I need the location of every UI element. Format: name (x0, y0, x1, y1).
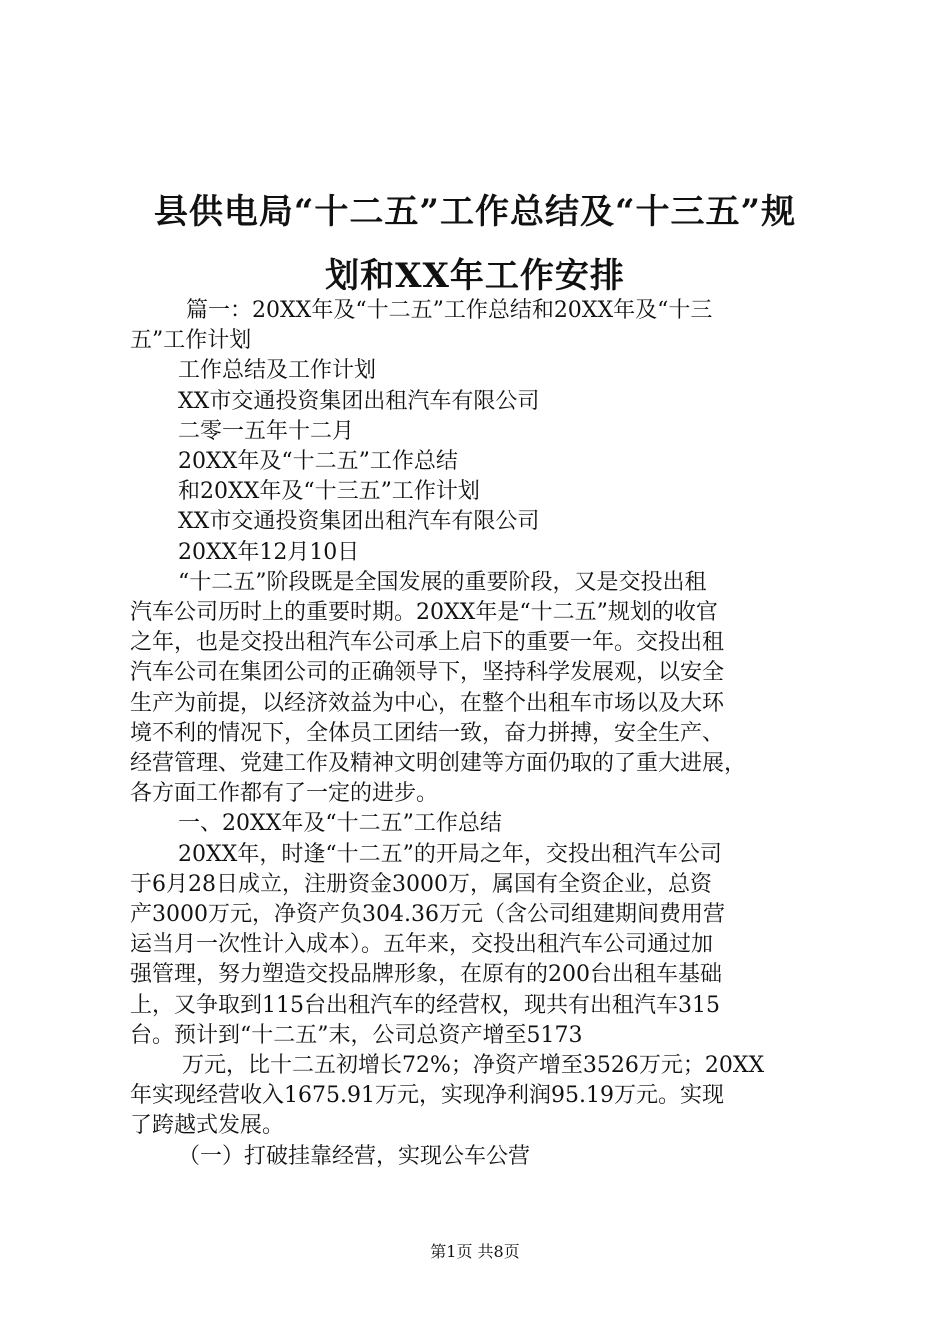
paragraph-line: 上，又争取到115台出租汽车的经营权，现共有出租汽车315 (130, 992, 720, 1018)
text-line: 五”工作计划 (130, 328, 252, 354)
paragraph-line: 强管理，努力塑造交投品牌形象，在原有的200台出租车基础 (130, 962, 722, 988)
text-line: XX市交通投资集团出租汽车有限公司 (178, 388, 540, 414)
subsection-heading: （一）打破挂靠经营，实现公车公营 (178, 1143, 531, 1169)
paragraph-line: 生产为前提，以经济效益为中心，在整个出租车市场以及大环 (130, 690, 725, 716)
paragraph-line: 台。预计到“十二五”末，公司总资产增至5173 (130, 1022, 583, 1048)
paragraph-line: 产3000万元，净资产负304.36万元（含公司组建期间费用营 (130, 902, 725, 928)
text-line: 和20XX年及“十三五”工作计划 (178, 479, 480, 505)
title-line-1: 县供电局“十二五”工作总结及“十三五”规 (153, 192, 797, 232)
paragraph-line: “十二五”阶段既是全国发展的重要阶段，又是交投出租 (178, 569, 707, 595)
paragraph-line: 于6月28日成立，注册资金3000万，属国有全资企业，总资 (130, 871, 712, 897)
paragraph-line: 汽车公司在集团公司的正确领导下，坚持科学发展观，以安全 (130, 660, 725, 686)
section-heading: 篇一：20XX年及“十二五”工作总结和20XX年及“十三 (186, 298, 713, 323)
paragraph-line: 汽车公司历时上的重要时期。20XX年是“十二五”规划的收官 (130, 600, 718, 626)
section-heading: 一、20XX年及“十二五”工作总结 (178, 811, 502, 837)
document-title (100, 180, 850, 308)
paragraph-line: 年实现经营收入1675.91万元，实现净利润95.19万元。实现 (130, 1083, 724, 1109)
title-line-2: 划和XX年工作安排 (325, 256, 625, 296)
paragraph-line: 20XX年，时逢“十二五”的开局之年，交投出租汽车公司 (178, 841, 722, 867)
text-line: 二零一五年十二月 (178, 418, 355, 444)
page-footer: 第1页 共8页 (430, 1242, 520, 1261)
paragraph-line: 各方面工作都有了一定的进步。 (130, 781, 439, 807)
paragraph-line: 之年，也是交投出租汽车公司承上启下的重要一年。交投出租 (130, 630, 725, 656)
text-line: 工作总结及工作计划 (178, 358, 377, 384)
document-body (130, 296, 830, 1172)
text-line: XX市交通投资集团出租汽车有限公司 (178, 509, 540, 535)
paragraph-line: 经营管理、党建工作及精神文明创建等方面仍取的了重大进展， (130, 751, 747, 777)
paragraph-line: 了跨越式发展。 (130, 1113, 285, 1139)
paragraph-line: 万元，比十二五初增长72%；净资产增至3526万元；20XX (182, 1053, 765, 1079)
text-line: 20XX年及“十二五”工作总结 (178, 449, 458, 475)
text-line: 20XX年12月10日 (178, 539, 360, 565)
paragraph-line: 运当月一次性计入成本）。五年来，交投出租汽车公司通过加 (130, 932, 714, 958)
paragraph-line: 境不利的情况下，全体员工团结一致，奋力拼搏，安全生产、 (130, 720, 725, 746)
